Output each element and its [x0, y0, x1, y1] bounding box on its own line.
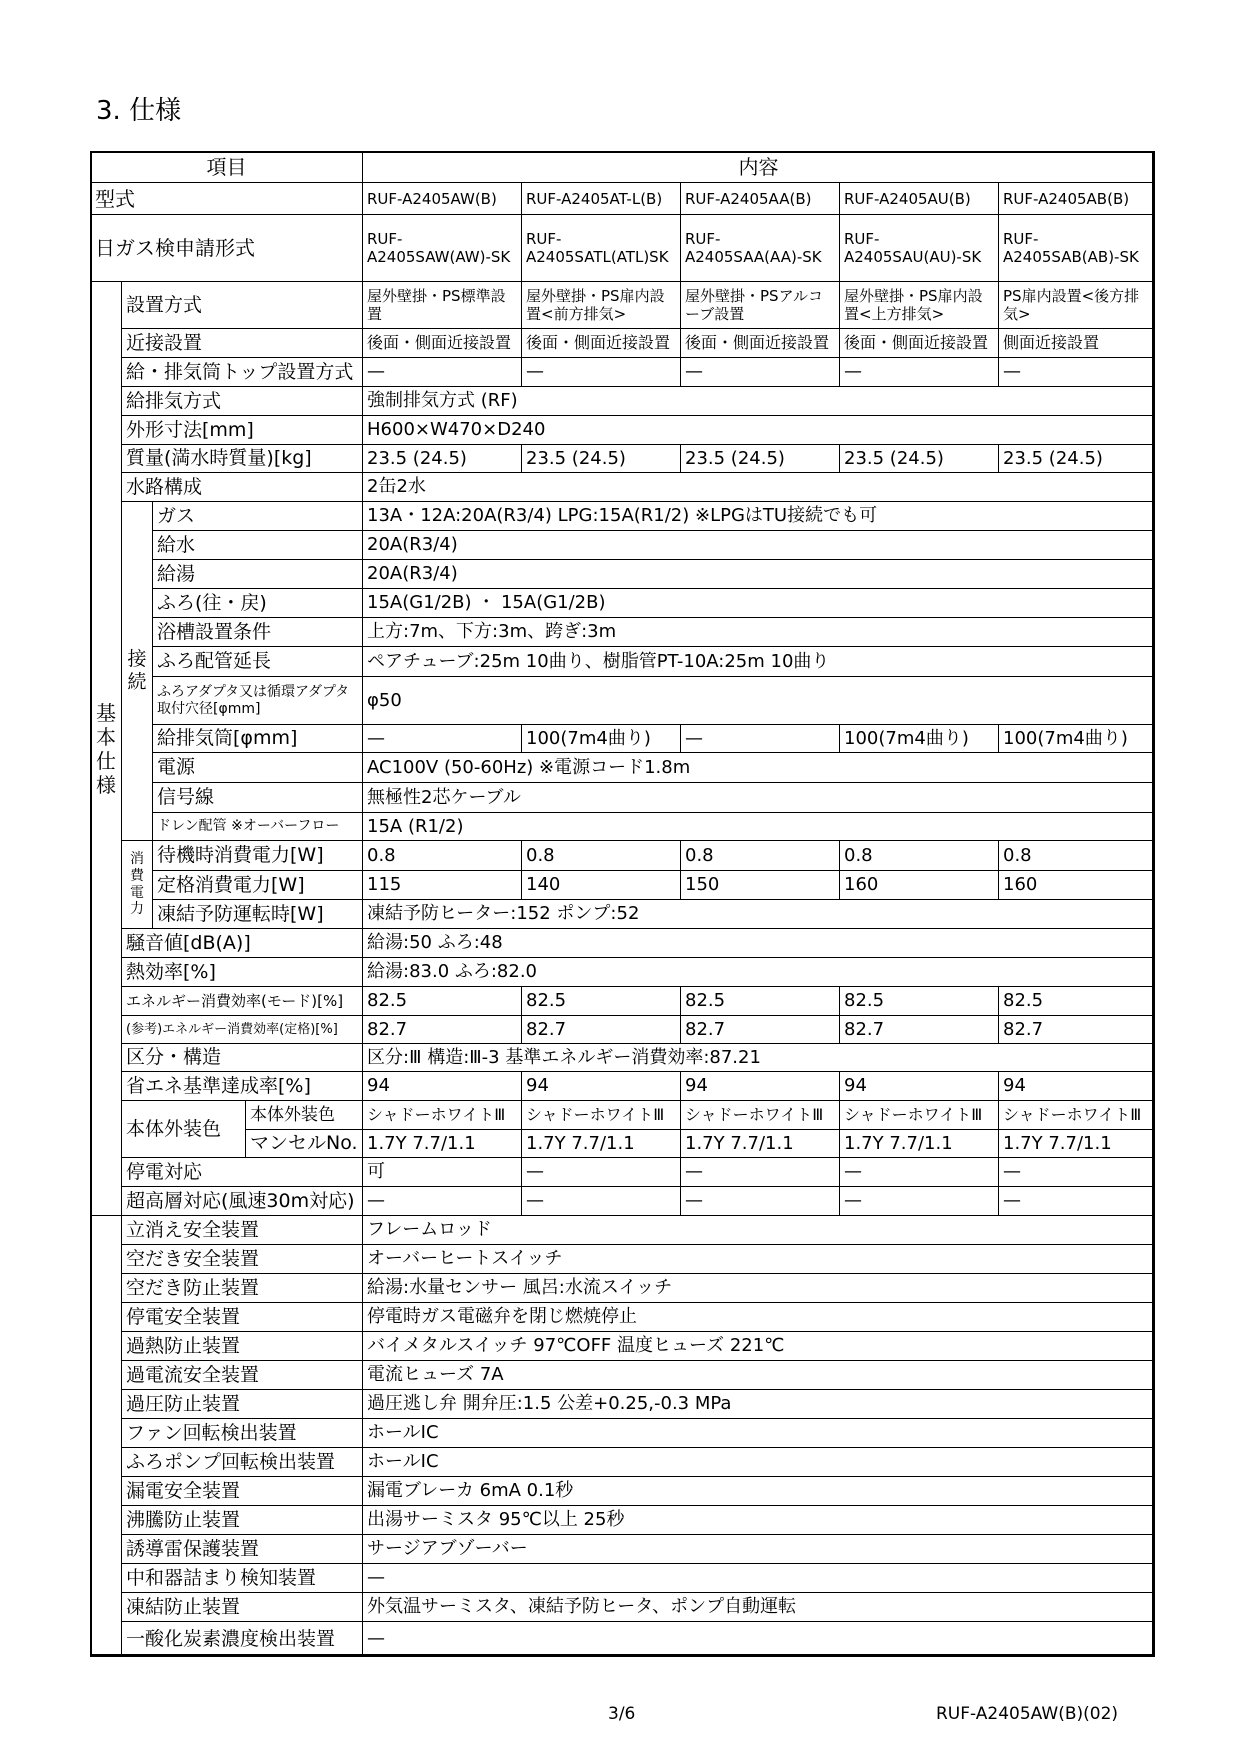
- value-cell: 160: [998, 870, 1155, 900]
- value-cell: 100(7m4曲り): [998, 724, 1155, 753]
- value-cell: —: [362, 724, 522, 753]
- group-connection: 接 続: [121, 501, 153, 841]
- value-cell-span: 20A(R3/4): [362, 530, 1155, 560]
- value-cell-span: 13A・12A:20A(R3/4) LPG:15A(R1/2) ※LPGはTU接続でも可: [362, 501, 1155, 531]
- value-cell: 1.7Y 7.7/1.1: [362, 1129, 522, 1158]
- value-cell: —: [839, 1186, 999, 1216]
- value-cell: —: [362, 1186, 522, 1216]
- row-label: 外形寸法[mm]: [121, 415, 363, 445]
- model-cell: RUF-A2405AT-L(B): [521, 182, 681, 215]
- value-cell: 82.5: [521, 986, 681, 1016]
- value-cell-span: 給湯:水量センサー 風呂:水流スイッチ: [362, 1273, 1155, 1303]
- row-label: 質量(満水時質量)[kg]: [121, 444, 363, 473]
- value-cell: 94: [521, 1071, 681, 1101]
- value-cell-span: ホールIC: [362, 1418, 1155, 1448]
- value-cell: 1.7Y 7.7/1.1: [521, 1129, 681, 1158]
- row-label: 給水: [152, 530, 363, 560]
- value-cell: 150: [680, 870, 840, 900]
- value-cell: 1.7Y 7.7/1.1: [998, 1129, 1155, 1158]
- value-cell-span: バイメタルスイッチ 97℃OFF 温度ヒューズ 221℃: [362, 1331, 1155, 1361]
- row-label: エネルギー消費効率(モード)[%]: [121, 986, 363, 1016]
- value-cell-span: 2缶2水: [362, 472, 1155, 502]
- row-label: 信号線: [152, 782, 363, 813]
- value-cell: —: [839, 1157, 999, 1187]
- row-label: 熱効率[%]: [121, 957, 363, 987]
- row-label: 電源: [152, 752, 363, 783]
- value-cell-span: 15A(G1/2B) ・ 15A(G1/2B): [362, 588, 1155, 618]
- value-cell: 23.5 (24.5): [998, 444, 1155, 473]
- inspection-model-cell: RUF-A2405SAB(AB)-SK: [998, 214, 1155, 282]
- value-cell: 屋外壁掛・PSアルコーブ設置: [680, 281, 840, 329]
- row-label: 本体外装色: [245, 1100, 363, 1130]
- value-cell: 後面・側面近接設置: [680, 328, 840, 358]
- value-cell: —: [839, 357, 999, 387]
- value-cell-span: φ50: [362, 676, 1155, 725]
- row-label: 設置方式: [121, 281, 363, 329]
- row-label: 区分・構造: [121, 1043, 363, 1072]
- value-cell: 94: [998, 1071, 1155, 1101]
- value-cell: シャドーホワイトⅢ: [680, 1100, 840, 1130]
- value-cell: シャドーホワイトⅢ: [362, 1100, 522, 1130]
- value-cell: 屋外壁掛・PS扉内設置<前方排気>: [521, 281, 681, 329]
- value-cell: 0.8: [839, 840, 999, 871]
- row-label: 過熱防止装置: [121, 1331, 363, 1361]
- row-label: 漏電安全装置: [121, 1476, 363, 1506]
- value-cell: —: [521, 1157, 681, 1187]
- row-label: ふろ(往・戻): [152, 588, 363, 618]
- value-cell-span: 停電時ガス電磁弁を閉じ燃焼停止: [362, 1302, 1155, 1332]
- row-label: 停電対応: [121, 1157, 363, 1187]
- value-cell-span: フレームロッド: [362, 1215, 1155, 1245]
- value-cell-span: —: [362, 1563, 1155, 1593]
- model-cell: RUF-A2405AU(B): [839, 182, 999, 215]
- row-label: 一酸化炭素濃度検出装置: [121, 1621, 363, 1657]
- value-cell: 100(7m4曲り): [521, 724, 681, 753]
- value-cell: 82.7: [521, 1015, 681, 1044]
- row-label: 凍結予防運転時[W]: [152, 899, 363, 929]
- section-title: 3. 仕様: [96, 96, 182, 126]
- value-cell: シャドーホワイトⅢ: [839, 1100, 999, 1130]
- model-cell: RUF-A2405AW(B): [362, 182, 522, 215]
- inspection-model-cell: RUF-A2405SAU(AU)-SK: [839, 214, 999, 282]
- row-label: 定格消費電力[W]: [152, 870, 363, 900]
- document-id: RUF-A2405AW(B)(02): [936, 1704, 1119, 1724]
- value-cell-span: 外気温サーミスタ、凍結予防ヒータ、ポンプ自動運転: [362, 1592, 1155, 1622]
- row-label: 浴槽設置条件: [152, 617, 363, 647]
- value-cell: 後面・側面近接設置: [362, 328, 522, 358]
- value-cell-span: AC100V (50-60Hz) ※電源コード1.8m: [362, 752, 1155, 783]
- value-cell-span: オーバーヒートスイッチ: [362, 1244, 1155, 1274]
- value-cell: 23.5 (24.5): [362, 444, 522, 473]
- row-label: ふろ配管延長: [152, 646, 363, 677]
- value-cell: —: [680, 724, 840, 753]
- row-label: 給湯: [152, 559, 363, 589]
- value-cell: 94: [839, 1071, 999, 1101]
- row-label: 凍結防止装置: [121, 1592, 363, 1622]
- value-cell: 1.7Y 7.7/1.1: [839, 1129, 999, 1158]
- value-cell: 0.8: [521, 840, 681, 871]
- row-label: 騒音値[dB(A)]: [121, 928, 363, 958]
- row-label: 給・排気筒トップ設置方式: [121, 357, 363, 387]
- value-cell: シャドーホワイトⅢ: [521, 1100, 681, 1130]
- value-cell: 82.5: [362, 986, 522, 1016]
- value-cell: —: [521, 357, 681, 387]
- value-cell-span: H600×W470×D240: [362, 415, 1155, 445]
- row-label: 中和器詰まり検知装置: [121, 1563, 363, 1593]
- row-label: 近接設置: [121, 328, 363, 358]
- value-cell: 160: [839, 870, 999, 900]
- value-cell: 側面近接設置: [998, 328, 1155, 358]
- value-cell-span: サージアブゾーバー: [362, 1534, 1155, 1564]
- value-cell: 屋外壁掛・PS標準設置: [362, 281, 522, 329]
- value-cell: 82.5: [680, 986, 840, 1016]
- value-cell: 82.7: [680, 1015, 840, 1044]
- value-cell: 94: [362, 1071, 522, 1101]
- group-power-consumption: 消 費 電 力: [121, 840, 153, 929]
- row-label: マンセルNo.: [245, 1129, 363, 1158]
- header-item: 項目: [90, 151, 363, 183]
- row-label: 過圧防止装置: [121, 1389, 363, 1419]
- model-cell: RUF-A2405AB(B): [998, 182, 1155, 215]
- value-cell-span: 区分:Ⅲ 構造:Ⅲ-3 基準エネルギー消費効率:87.21: [362, 1043, 1155, 1072]
- inspection-label: 日ガス検申請形式: [90, 214, 363, 282]
- row-label: 待機時消費電力[W]: [152, 840, 363, 871]
- row-label: ドレン配管 ※オーバーフロー: [152, 812, 363, 841]
- value-cell: PS扉内設置<後方排気>: [998, 281, 1155, 329]
- value-cell: —: [680, 1157, 840, 1187]
- value-cell: シャドーホワイトⅢ: [998, 1100, 1155, 1130]
- value-cell-span: —: [362, 1621, 1155, 1657]
- row-label: ガス: [152, 501, 363, 531]
- value-cell: 82.7: [362, 1015, 522, 1044]
- value-cell: 0.8: [362, 840, 522, 871]
- inspection-model-cell: RUF-A2405SAW(AW)-SK: [362, 214, 522, 282]
- value-cell: 82.5: [998, 986, 1155, 1016]
- group-safety: [90, 1215, 122, 1657]
- value-cell-span: ペアチューブ:25m 10曲り、樹脂管PT-10A:25m 10曲り: [362, 646, 1155, 677]
- value-cell-span: ホールIC: [362, 1447, 1155, 1477]
- value-cell-span: 給湯:83.0 ふろ:82.0: [362, 957, 1155, 987]
- value-cell: 23.5 (24.5): [680, 444, 840, 473]
- row-label: 水路構成: [121, 472, 363, 502]
- value-cell: —: [998, 1186, 1155, 1216]
- value-cell-span: 凍結予防ヒーター:152 ポンプ:52: [362, 899, 1155, 929]
- row-label: (参考)エネルギー消費効率(定格)[%]: [121, 1015, 363, 1044]
- row-label: 空だき防止装置: [121, 1273, 363, 1303]
- inspection-model-cell: RUF-A2405SATL(ATL)SK: [521, 214, 681, 282]
- value-cell: 140: [521, 870, 681, 900]
- value-cell-span: 給湯:50 ふろ:48: [362, 928, 1155, 958]
- header-content: 内容: [362, 151, 1155, 183]
- value-cell: 23.5 (24.5): [839, 444, 999, 473]
- row-label: 停電安全装置: [121, 1302, 363, 1332]
- row-label: 給排気筒[φmm]: [152, 724, 363, 753]
- row-label: ふろポンプ回転検出装置: [121, 1447, 363, 1477]
- value-cell: 1.7Y 7.7/1.1: [680, 1129, 840, 1158]
- value-cell-span: 20A(R3/4): [362, 559, 1155, 589]
- row-label: 省エネ基準達成率[%]: [121, 1071, 363, 1101]
- row-label: ふろアダプタ又は循環アダプタ取付穴径[φmm]: [152, 676, 363, 725]
- value-cell: 屋外壁掛・PS扉内設置<上方排気>: [839, 281, 999, 329]
- group-basic-spec: 基 本 仕 様: [90, 281, 122, 1216]
- value-cell: 115: [362, 870, 522, 900]
- row-label: 誘導雷保護装置: [121, 1534, 363, 1564]
- row-label: 空だき安全装置: [121, 1244, 363, 1274]
- value-cell: —: [362, 357, 522, 387]
- row-label: ファン回転検出装置: [121, 1418, 363, 1448]
- row-label: 給排気方式: [121, 386, 363, 416]
- value-cell-span: 15A (R1/2): [362, 812, 1155, 841]
- value-cell: —: [998, 357, 1155, 387]
- value-cell: 100(7m4曲り): [839, 724, 999, 753]
- value-cell-span: 強制排気方式 (RF): [362, 386, 1155, 416]
- value-cell: 23.5 (24.5): [521, 444, 681, 473]
- value-cell: —: [998, 1157, 1155, 1187]
- value-cell: 0.8: [998, 840, 1155, 871]
- value-cell: 94: [680, 1071, 840, 1101]
- row-label: 過電流安全装置: [121, 1360, 363, 1390]
- value-cell: 後面・側面近接設置: [839, 328, 999, 358]
- value-cell: 可: [362, 1157, 522, 1187]
- row-label: 超高層対応(風速30m対応): [121, 1186, 363, 1216]
- value-cell: —: [680, 357, 840, 387]
- row-label: 立消え安全装置: [121, 1215, 363, 1245]
- value-cell: 0.8: [680, 840, 840, 871]
- value-cell-span: 電流ヒューズ 7A: [362, 1360, 1155, 1390]
- page-number: 3/6: [608, 1704, 636, 1724]
- value-cell-span: 過圧逃し弁 開弁圧:1.5 公差+0.25,-0.3 MPa: [362, 1389, 1155, 1419]
- row-label: 沸騰防止装置: [121, 1505, 363, 1535]
- value-cell: 82.7: [998, 1015, 1155, 1044]
- value-cell-span: 漏電ブレーカ 6mA 0.1秒: [362, 1476, 1155, 1506]
- value-cell: —: [521, 1186, 681, 1216]
- value-cell: 82.5: [839, 986, 999, 1016]
- model-cell: RUF-A2405AA(B): [680, 182, 840, 215]
- value-cell-span: 無極性2芯ケーブル: [362, 782, 1155, 813]
- value-cell: 82.7: [839, 1015, 999, 1044]
- value-cell-span: 出湯サーミスタ 95℃以上 25秒: [362, 1505, 1155, 1535]
- exterior-color-label: 本体外装色: [121, 1100, 246, 1158]
- value-cell: 後面・側面近接設置: [521, 328, 681, 358]
- model-label: 型式: [90, 182, 363, 215]
- value-cell: —: [680, 1186, 840, 1216]
- inspection-model-cell: RUF-A2405SAA(AA)-SK: [680, 214, 840, 282]
- value-cell-span: 上方:7m、下方:3m、跨ぎ:3m: [362, 617, 1155, 647]
